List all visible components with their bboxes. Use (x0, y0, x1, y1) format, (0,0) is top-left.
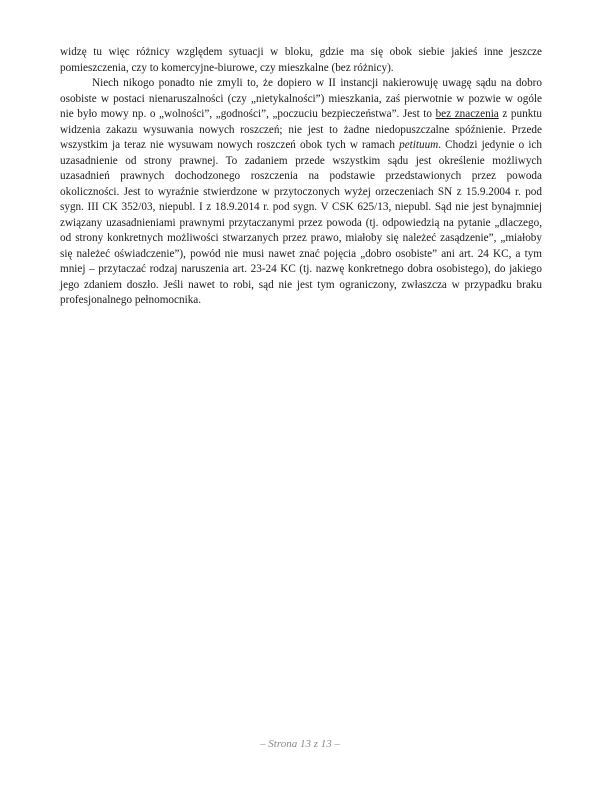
paragraph-text-segment: z punktu widzenia zakazu wysuwania nowych roszczeń; nie jest to żadne niedopuszczalne spóźnienie. Przede wszystkim ja teraz nie wysuwam nowych roszczeń obok tych w ramach (60, 108, 542, 151)
paragraph-text-segment: . Chodzi jedynie o ich uzasadnienie od strony prawnej. To zadaniem przede wszystkim sądu jest określenie możliwych uzasadnień prawnych dochodzonego roszczenia na podstawie przedstawionych przez powoda okoliczności. Jest to wyraźnie stwierdzone w przytoczonych wyżej orzeczeniach SN z 15.9.2004 r. pod sygn. III CK 352/03, niepubl. I z 18.9.2014 r. pod sygn. V CSK 625/13, niepubl. Sąd nie jest bynajmniej związany uzasadnieniami prawnymi przytaczanymi przez powoda (tj. odpowiedzią na pytanie „dlaczego, od strony konkretnych możliwości stwarzanych przez prawo, miałoby się należeć zasądzenie”, „miałoby się należeć oświadczenie”), powód nie musi nawet znać pojęcia „dobro osobiste” ani art. 24 KC, a tym mniej – przytaczać rodzaj naruszenia art. 23-24 KC (tj. nazwę konkretnego dobra osobistego), do jakiego jego zdaniem doszło. Jeśli nawet to robi, sąd nie jest tym ograniczony, zwłaszcza w przypadku braku profesjonalnego pełnomocnika. (60, 139, 542, 306)
body-text (60, 45, 542, 309)
underlined-phrase: bez znaczenia (435, 108, 499, 120)
paragraph-continuation: widzę tu więc różnicy względem sytuacji w bloku, gdzie ma się obok siebie jakieś inne jeszcze pomieszczenia, czy to komercyjne-biurowe, czy mieszkalne (bez różnicy). (60, 46, 542, 74)
italic-term: petituum (399, 139, 439, 151)
paragraph-argument (60, 76, 542, 309)
paragraph-text-segment: Niech nikogo ponadto nie zmyli to, że dopiero w II instancji nakierowuję uwagę sądu na dobro osobiste w postaci nienaruszalności (czy „nietykalności”) mieszkania, zaś pierwotnie w pozwie w ogóle nie było mowy np. o „wolności”, „godności”, „poczuciu bezpieczeństwa”. Jest to (60, 77, 542, 120)
page-footer: – Strona 13 z 13 – (260, 738, 340, 750)
